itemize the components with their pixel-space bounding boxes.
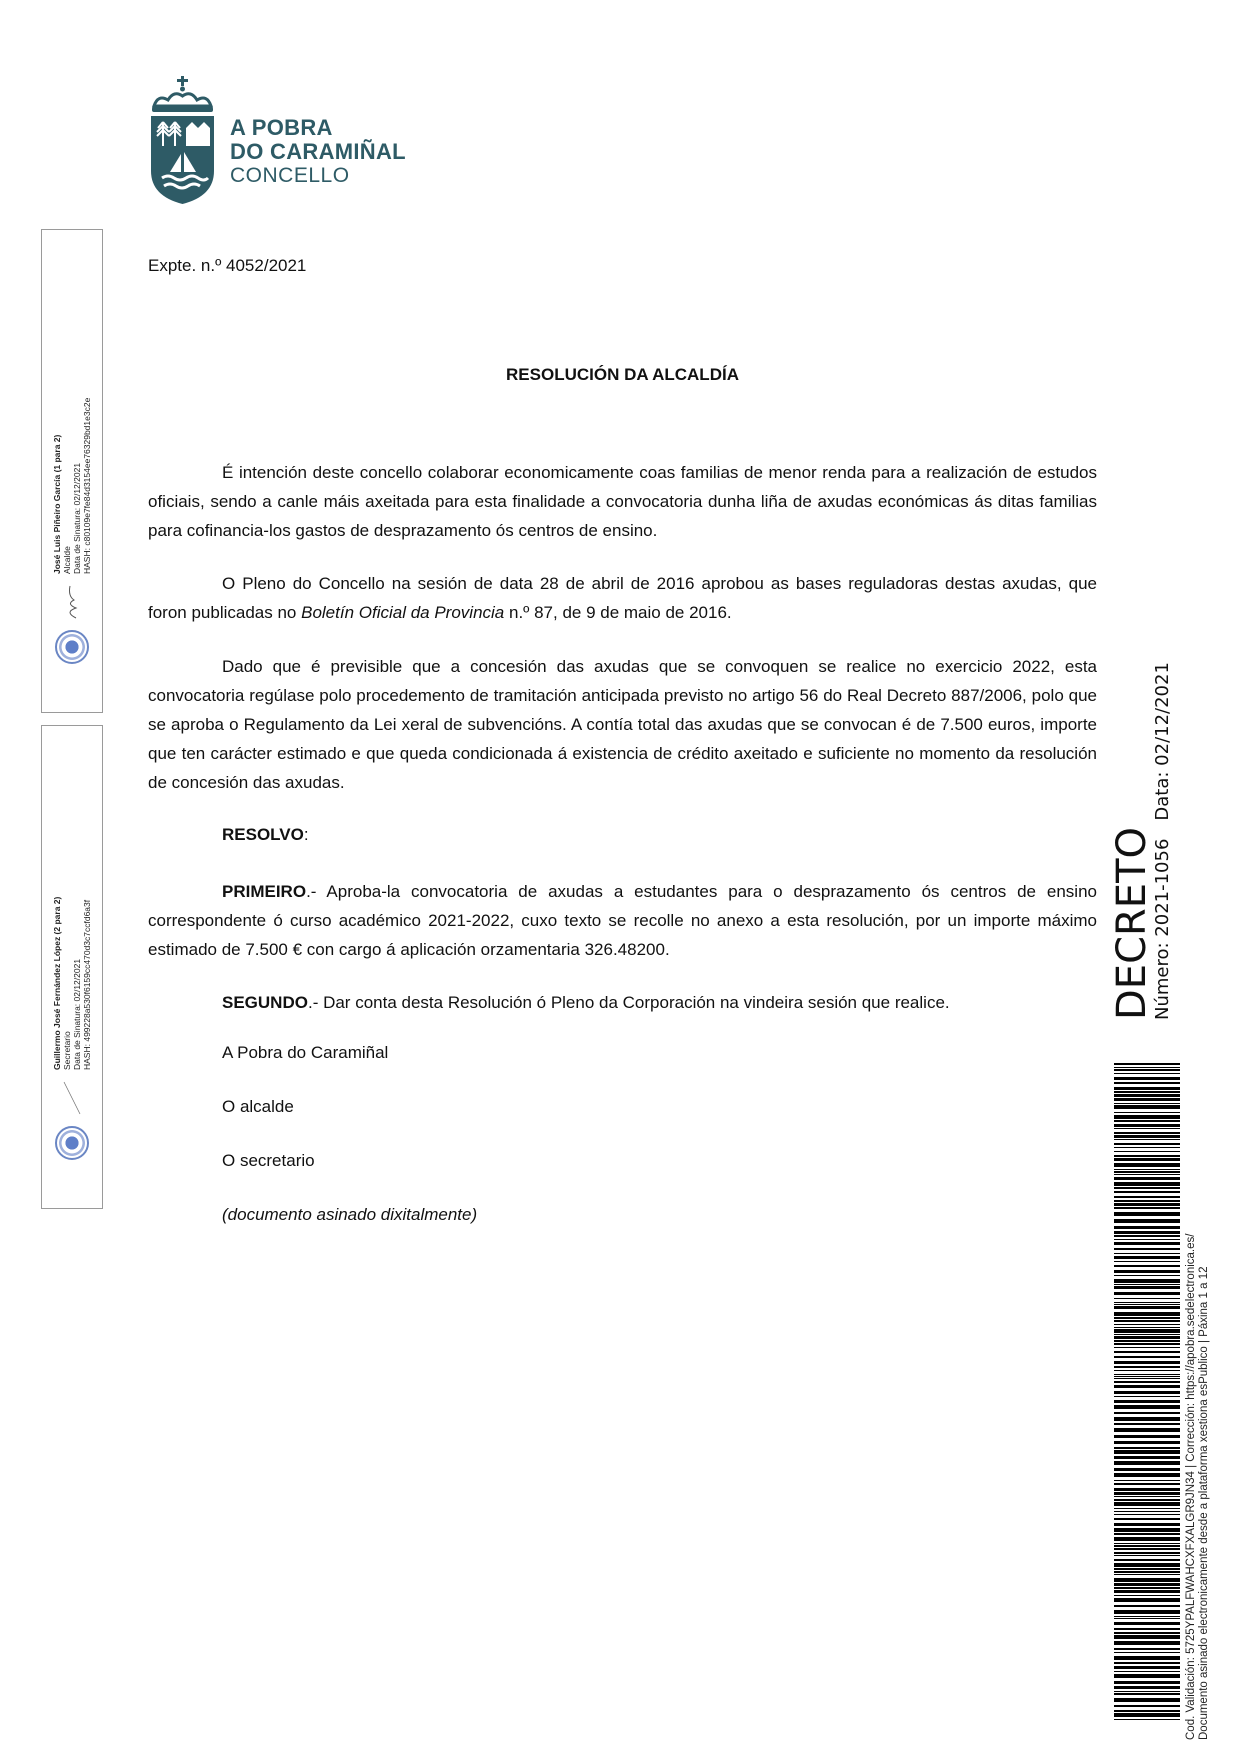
barcode-bar — [1114, 1456, 1180, 1459]
barcode-bar — [1114, 1132, 1180, 1134]
barcode-bar — [1114, 1618, 1180, 1619]
barcode-bar — [1114, 1336, 1180, 1339]
barcode-bar — [1114, 1256, 1180, 1259]
logo-line-3: CONCELLO — [230, 164, 350, 187]
resolution-segundo: SEGUNDO.- Dar conta desta Resolución ó Pleno da Corporación na vindeira sesión que realice. — [222, 993, 950, 1012]
primeiro-label: PRIMEIRO — [222, 882, 307, 901]
barcode-bar — [1114, 1302, 1180, 1303]
barcode-bar — [1114, 1616, 1180, 1617]
barcode-bar — [1114, 1405, 1180, 1409]
barcode-bar — [1114, 1174, 1180, 1175]
barcode-bar — [1114, 1488, 1180, 1491]
barcode-bar — [1114, 1082, 1180, 1084]
barcode-bar — [1114, 1423, 1180, 1425]
barcode-bar — [1114, 1187, 1180, 1189]
barcode-bar — [1114, 1091, 1180, 1093]
handwritten-signature-icon — [62, 584, 82, 620]
barcode-bar — [1114, 1143, 1180, 1145]
barcode-bar — [1114, 1523, 1180, 1526]
logo-line-2: DO CARAMIÑAL — [230, 139, 406, 164]
barcode-bar — [1114, 1537, 1180, 1541]
barcode-bar — [1114, 1533, 1180, 1535]
signature-date: Data de Sinatura: 02/12/2021 — [72, 958, 82, 1070]
barcode-bar — [1114, 1151, 1180, 1152]
barcode-bar — [1114, 1158, 1180, 1161]
signer-role: Alcalde — [62, 546, 72, 574]
barcode-bar — [1114, 1306, 1180, 1309]
barcode-bar — [1114, 1203, 1180, 1206]
barcode-bar — [1114, 1656, 1180, 1660]
barcode-bar — [1114, 1286, 1180, 1289]
decree-stamp — [1109, 644, 1174, 1020]
barcode-bar — [1114, 1196, 1180, 1198]
barcode-bar — [1114, 1502, 1180, 1506]
official-seal-icon — [55, 1126, 89, 1160]
barcode-bar — [1114, 1374, 1180, 1375]
barcode-bar — [1114, 1555, 1180, 1556]
paragraph-pleno: O Pleno do Concello na sesión de data 28 de abril de 2016 aprobou as bases reguladoras destas axudas, que foron publicadas no Boletín Oficial da Provincia n.º 87, de 9 de maio de 2016. — [148, 574, 1097, 622]
barcode-bar — [1114, 1191, 1180, 1193]
barcode-bar — [1114, 1169, 1180, 1170]
resolvo-heading: RESOLVO: — [222, 825, 309, 844]
barcode-bar — [1114, 1378, 1180, 1379]
barcode-bar — [1114, 1343, 1180, 1345]
barcode-bar — [1114, 1590, 1180, 1593]
logo-line-1: A POBRA — [230, 115, 333, 140]
validation-code-line: Cod. Validación: 5725YPALFWAHCXFXALGR9JN34 | Corrección: https://apobra.sedelectronica.es/ — [1185, 1233, 1197, 1740]
paragraph-anticipated-procedure: Dado que é previsible que a concesión das axudas que se convoquen se realice no exercicio 2022, esta convocatoria regúlase polo procedemento de tramitación anticipada previsto no artigo 56 do Real Decreto 887/2006, polo que se aproba o Regulamento da Lei xeral de subvencións. A contía total das axudas que se convocan é de 7.500 euros, importe que ten carácter estimado e que queda condicionada á existencia de crédito axeitado e suficiente no momento da resolución de concesión das axudas. — [148, 657, 1097, 792]
barcode-bar — [1114, 1320, 1180, 1322]
signature-box-secretario — [41, 725, 103, 1209]
barcode-bar — [1114, 1312, 1180, 1316]
decree-label: DECRETO — [1109, 827, 1155, 1020]
signer-name: Guillermo José Fernández López (2 para 2) — [52, 896, 62, 1070]
barcode-bar — [1114, 1641, 1180, 1645]
barcode-bar — [1114, 1622, 1180, 1625]
barcode-bar — [1114, 1545, 1180, 1547]
barcode-bar — [1114, 1207, 1180, 1209]
barcode-bar — [1114, 1135, 1180, 1138]
barcode-bar — [1114, 1483, 1180, 1485]
signature-hash: HASH: 499228a530f6159cc470d3c7ccfd6a3f — [82, 899, 92, 1070]
barcode-bar — [1114, 1450, 1180, 1454]
barcode-bar — [1114, 1361, 1180, 1364]
barcode-bar — [1114, 1279, 1180, 1283]
barcode-bar — [1114, 1105, 1180, 1109]
barcode-bar — [1114, 1719, 1180, 1720]
barcode-bar — [1114, 1171, 1180, 1173]
barcode-bar — [1114, 1492, 1180, 1495]
barcode-bar — [1114, 1120, 1180, 1122]
barcode-bar — [1114, 1212, 1180, 1216]
barcode-bar — [1114, 1292, 1180, 1295]
barcode-bar — [1114, 1248, 1180, 1250]
signature-box-alcalde — [41, 229, 103, 713]
bop-reference: Boletín Oficial da Provincia — [301, 603, 505, 622]
barcode-bar — [1114, 1391, 1180, 1394]
validation-barcode — [1114, 1063, 1180, 1721]
barcode-bar — [1114, 1710, 1180, 1712]
barcode-bar — [1114, 1324, 1180, 1325]
official-seal-icon — [55, 630, 89, 664]
signer-role: Secretario — [62, 1031, 72, 1070]
paragraph-intention: É intención deste concello colaborar economicamente coas familias de menor renda para a realización de estudos oficiais, sendo a canle máis axeitada para esta finalidade a convocatoria dunha liña de axudas económicas ás ditas familias para cofinancia-los gastos de desprazamento ós centros de ensino. — [148, 463, 1097, 540]
barcode-bar — [1114, 1094, 1180, 1097]
signature-hash: HASH: c80109e7fe84d3154ee76329bd1e3c2e — [82, 397, 92, 574]
barcode-bar — [1114, 1473, 1180, 1477]
barcode-bar — [1114, 1073, 1180, 1074]
barcode-bar — [1114, 1063, 1180, 1065]
barcode-bar — [1114, 1595, 1180, 1596]
segundo-label: SEGUNDO — [222, 993, 308, 1012]
barcode-bar — [1114, 1400, 1180, 1403]
barcode-bar — [1114, 1559, 1180, 1561]
decree-date: Data: 02/12/2021 — [1152, 662, 1173, 821]
barcode-bar — [1114, 1265, 1180, 1267]
barcode-bar — [1114, 1628, 1180, 1630]
barcode-bar — [1114, 1298, 1180, 1299]
barcode-bar — [1114, 1370, 1180, 1371]
barcode-bar — [1114, 1270, 1180, 1273]
barcode-bar — [1114, 1648, 1180, 1650]
barcode-bar — [1114, 1428, 1180, 1432]
barcode-bar — [1114, 1508, 1180, 1509]
barcode-bar — [1114, 1077, 1180, 1080]
barcode-bar — [1114, 1461, 1180, 1465]
barcode-bar — [1114, 1578, 1180, 1582]
barcode-bar — [1114, 1563, 1180, 1567]
barcode-bar — [1114, 1412, 1180, 1414]
coat-of-arms-icon — [148, 76, 218, 206]
barcode-bar — [1114, 1552, 1180, 1554]
barcode-bar — [1114, 1693, 1180, 1695]
signer-name: José Luis Piñeiro García (1 para 2) — [52, 434, 62, 574]
barcode-bar — [1114, 1356, 1180, 1358]
barcode-bar — [1114, 1514, 1180, 1515]
barcode-bar — [1114, 1447, 1180, 1449]
barcode-bar — [1114, 1087, 1180, 1090]
barcode-bar — [1114, 1219, 1180, 1223]
barcode-bar — [1114, 1396, 1180, 1397]
barcode-bar — [1114, 1666, 1180, 1669]
barcode-bar — [1114, 1691, 1180, 1692]
barcode-bar — [1114, 1385, 1180, 1388]
handwritten-signature-icon — [62, 1080, 82, 1116]
barcode-bar — [1114, 1253, 1180, 1254]
decree-number: Número: 2021-1056 — [1152, 838, 1173, 1020]
barcode-bar — [1114, 1435, 1180, 1438]
barcode-bar — [1114, 1518, 1180, 1520]
place: A Pobra do Caramiñal — [222, 1043, 389, 1062]
barcode-bar — [1114, 1713, 1180, 1717]
resolution-primeiro: PRIMEIRO.- Aproba-la convocatoria de axudas a estudantes para o desprazamento ós centros de ensino correspondente ó curso académico 2021-2022, cuxo texto se recolle no anexo a esta resolución, por un importe máximo estimado de 7.500 € con cargo á aplicación orzamentaria 326.48200. — [148, 882, 1097, 959]
platform-line: Documento asinado electronicamente desde a plataforma xestiona esPublico | Páxina 1 a 12 — [1198, 1266, 1210, 1740]
barcode-bar — [1114, 1598, 1180, 1602]
barcode-bar — [1114, 1200, 1180, 1202]
barcode-bar — [1114, 1177, 1180, 1180]
barcode-bar — [1114, 1115, 1180, 1119]
barcode-bar — [1114, 1124, 1180, 1127]
barcode-bar — [1114, 1334, 1180, 1335]
barcode-bar — [1114, 1528, 1180, 1532]
barcode-bar — [1114, 1686, 1180, 1689]
barcode-bar — [1114, 1275, 1180, 1276]
barcode-bar — [1114, 1347, 1180, 1348]
barcode-bar — [1114, 1327, 1180, 1328]
barcode-bar — [1114, 1069, 1180, 1071]
barcode-bar — [1114, 1698, 1180, 1702]
barcode-bar — [1114, 1417, 1180, 1421]
barcode-bar — [1114, 1182, 1180, 1186]
barcode-bar — [1114, 1605, 1180, 1607]
barcode-bar — [1114, 1548, 1180, 1550]
barcode-bar — [1114, 1499, 1180, 1501]
barcode-bar — [1114, 1571, 1180, 1573]
barcode-bar — [1114, 1098, 1180, 1101]
logo-wordmark — [230, 116, 406, 188]
barcode-bar — [1114, 1147, 1180, 1148]
barcode-bar — [1114, 1128, 1180, 1129]
digital-signature-note: (documento asinado dixitalmente) — [222, 1205, 478, 1224]
barcode-bar — [1114, 1112, 1180, 1113]
barcode-bar — [1114, 1574, 1180, 1575]
barcode-bar — [1114, 1376, 1180, 1377]
barcode-bar — [1114, 1587, 1180, 1589]
barcode-bar — [1114, 1511, 1180, 1512]
barcode-bar — [1114, 1674, 1180, 1678]
barcode-bar — [1114, 1543, 1180, 1544]
barcode-bar — [1114, 1317, 1180, 1319]
barcode-bar — [1114, 1632, 1180, 1634]
barcode-bar — [1114, 1284, 1180, 1285]
barcode-bar — [1114, 1340, 1180, 1342]
barcode-bar — [1114, 1242, 1180, 1245]
barcode-bar — [1114, 1652, 1180, 1653]
barcode-bar — [1114, 1671, 1180, 1672]
signer-secretario: O secretario — [222, 1151, 315, 1170]
barcode-bar — [1114, 1351, 1180, 1353]
signer-alcalde: O alcalde — [222, 1097, 294, 1116]
barcode-bar — [1114, 1155, 1180, 1157]
barcode-bar — [1114, 1610, 1180, 1614]
barcode-bar — [1114, 1226, 1180, 1229]
barcode-bar — [1114, 1329, 1180, 1333]
validation-footer — [1185, 1234, 1211, 1740]
barcode-bar — [1114, 1468, 1180, 1471]
document-title: RESOLUCIÓN DA ALCALDÍA — [506, 365, 739, 384]
barcode-bar — [1114, 1163, 1180, 1167]
barcode-bar — [1114, 1496, 1180, 1497]
municipality-logo — [148, 76, 418, 206]
barcode-bar — [1114, 1635, 1180, 1639]
barcode-bar — [1114, 1568, 1180, 1570]
barcode-bar — [1114, 1662, 1180, 1664]
barcode-bar — [1114, 1366, 1180, 1368]
barcode-bar — [1114, 1304, 1180, 1305]
barcode-bar — [1114, 1239, 1180, 1240]
barcode-bar — [1114, 1261, 1180, 1262]
barcode-bar — [1114, 1480, 1180, 1481]
barcode-bar — [1114, 1231, 1180, 1234]
barcode-bar — [1114, 1441, 1180, 1444]
barcode-bar — [1114, 1103, 1180, 1104]
expediente-number: Expte. n.º 4052/2021 — [148, 256, 307, 275]
barcode-bar — [1114, 1381, 1180, 1383]
barcode-bar — [1114, 1583, 1180, 1586]
barcode-bar — [1114, 1681, 1180, 1684]
signature-date: Data de Sinatura: 02/12/2021 — [72, 462, 82, 574]
barcode-bar — [1114, 1139, 1180, 1140]
barcode-bar — [1114, 1067, 1180, 1068]
barcode-bar — [1114, 1705, 1180, 1707]
barcode-bar — [1114, 1235, 1180, 1237]
